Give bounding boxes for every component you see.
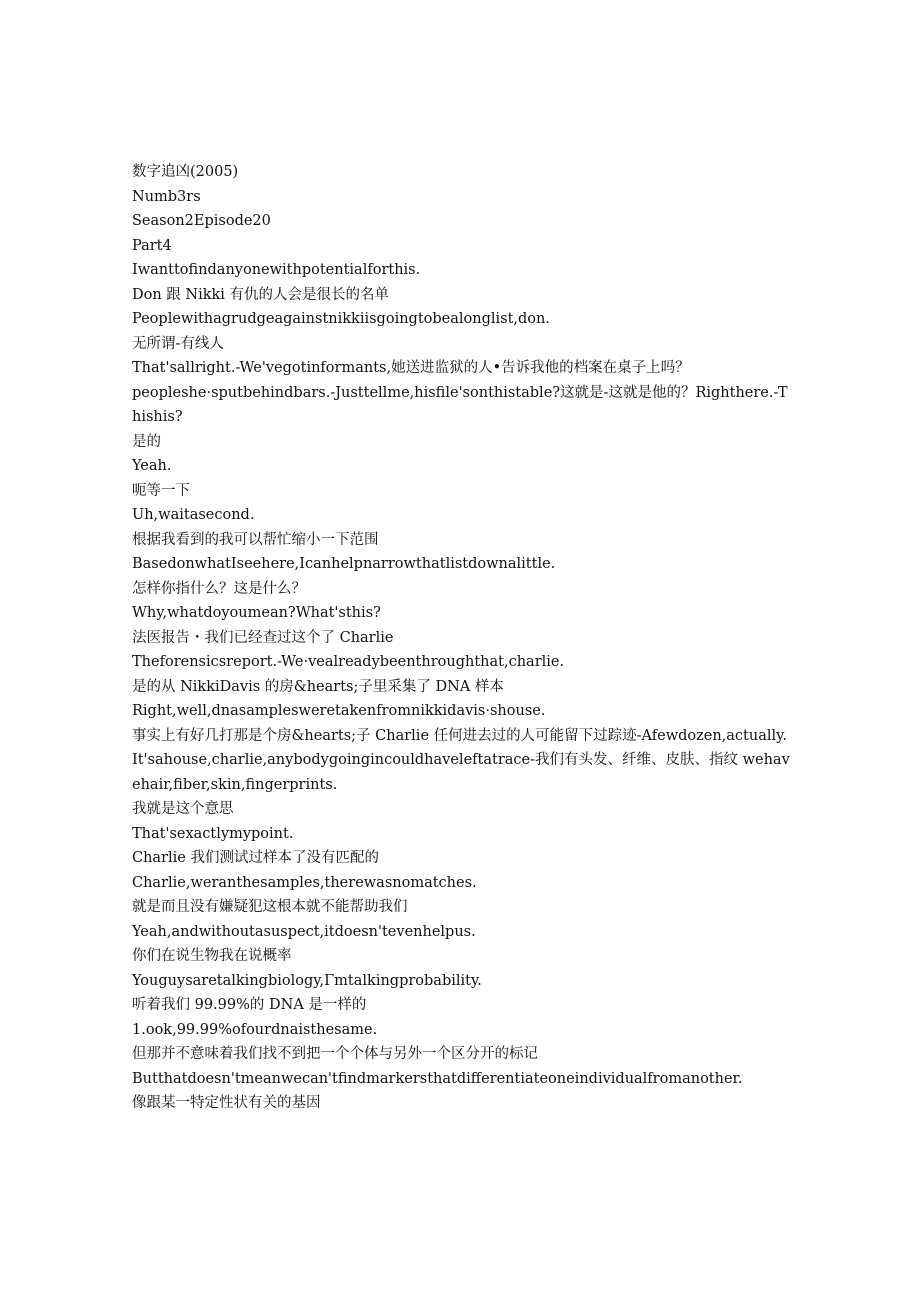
subtitle-line: Right,well,dnasamplesweretakenfromnikkidavis·shouse. (132, 703, 546, 719)
subtitle-line: 根据我看到的我可以帮忙缩小一下范围 (132, 531, 379, 548)
subtitle-line: 是的从 NikkiDavis 的房&hearts;子里采集了 DNA 样本 (132, 678, 504, 695)
subtitle-line: 事实上有好几打那是个房&hearts;子 Charlie 任何进去过的人可能留下过踪迹-Afewdozen,actually.It'sahouse,charlie,anybodygoingincouldhaveleftatrace-我们有头发、纤维、皮肤、指纹 wehavehair,fiber,skin,fingerprints. (132, 727, 790, 793)
subtitle-line: 但那并不意味着我们找不到把一个个体与另外一个区分开的标记 (132, 1046, 538, 1062)
part-label: Part4 (132, 237, 172, 254)
document-title: 数字追凶(2005) (132, 164, 239, 180)
subtitle-line: 像跟某一特定性状有关的基因 (132, 1095, 321, 1111)
subtitle-line: 你们在说生物我在说概率 (132, 948, 292, 964)
subtitle-line: Yeah,andwithoutasuspect,itdoesn'tevenhelpus. (132, 923, 476, 940)
show-title: Numb3rs (132, 188, 201, 205)
subtitle-line: Youguysaretalkingbiology,Γmtalkingprobability. (132, 972, 482, 989)
subtitle-line: 怎样你指什么？这是什么？ (132, 580, 306, 597)
season-episode: Season2Episode20 (132, 213, 271, 229)
subtitle-line: 听着我们 99.99%的 DNA 是一样的 (132, 997, 367, 1013)
subtitle-line: 就是而且没有嫌疑犯这根本就不能帮助我们 (132, 899, 408, 915)
subtitle-line: Yeah. (132, 458, 172, 474)
subtitle-line: BasedonwhatIseehere,Icanhelpnarrowthatlistdownalittle. (132, 556, 556, 572)
subtitle-line: 1.ook,99.99%ofourdnaisthesame. (132, 1021, 378, 1038)
subtitle-line: Theforensicsreport.-We·vealreadybeenthroughthat,charlie. (132, 654, 565, 670)
subtitle-line: 是的 (132, 433, 161, 450)
subtitle-line: Why,whatdoyoumean?What'sthis? (132, 605, 381, 621)
subtitle-line: Peoplewithagrudgeagainstnikkiisgoingtobealonglist,don. (132, 311, 550, 327)
subtitle-line: 法医报告・我们已经查过这个了 Charlie (132, 629, 394, 646)
subtitle-line: 呃等一下 (132, 482, 190, 499)
subtitle-line: Butthatdoesn'tmeanwecan'tfindmarkersthatdifferentiateoneindividualfromanother. (132, 1070, 743, 1087)
subtitle-line: That'sallright.-We'vegotinformants,她送进监狱的人•告诉我他的档案在桌子上吗？ (132, 360, 690, 376)
subtitle-line: Don 跟 Nikki 有仇的人会是很长的名单 (132, 286, 390, 303)
subtitle-line: That'sexactlymypoint. (132, 825, 294, 842)
subtitle-line: Charlie 我们测试过样本了没有匹配的 (132, 850, 379, 866)
subtitle-line: Uh,waitasecond. (132, 507, 255, 523)
subtitle-line: Iwanttofindanyonewithpotentialforthis. (132, 262, 421, 278)
subtitle-line: Charlie,weranthesamples,therewasnomatches. (132, 874, 477, 891)
subtitle-line: peopleshe·sputbehindbars.-Justtellme,hisfile'sonthistable?这就是-这就是他的？Righthere.-Thishis? (132, 384, 788, 425)
subtitle-line: 无所谓-有线人 (132, 335, 224, 352)
document-body (132, 160, 792, 1116)
subtitle-line: 我就是这个意思 (132, 801, 234, 817)
